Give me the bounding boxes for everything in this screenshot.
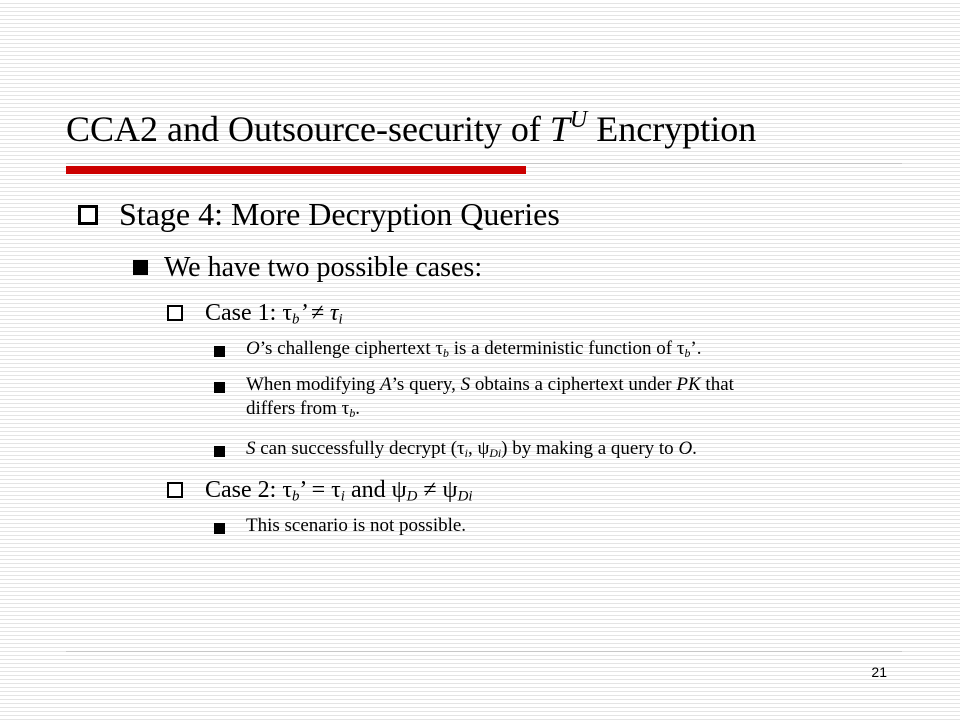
slide-title: CCA2 and Outsource-security of $T^U$ Encryption — [66, 107, 757, 149]
hollow-square-bullet-icon — [167, 482, 183, 498]
hollow-square-bullet-icon — [78, 205, 98, 225]
footer-divider — [66, 651, 902, 652]
filled-square-bullet-icon — [214, 382, 225, 393]
case1-item-3: S can successfully decrypt ($\tau_i$, $\psi_{Di}$) by making a query to O. — [246, 438, 697, 460]
title-accent-bar — [66, 166, 526, 174]
filled-square-bullet-icon — [214, 446, 225, 457]
bullet-case-1: Case 1: $\tau_b$’ ≠ $\tau_i$ — [205, 300, 343, 328]
bullet-stage-4: Stage 4: More Decryption Queries — [119, 196, 560, 232]
hollow-square-bullet-icon — [167, 305, 183, 321]
title-underline — [66, 163, 902, 164]
case2-item-1: This scenario is not possible. — [246, 515, 467, 536]
filled-square-bullet-icon — [214, 523, 225, 534]
page-number: 21 — [871, 664, 887, 680]
bullet-two-cases: We have two possible cases: — [164, 252, 483, 283]
case1-item-1: O’s challenge ciphertext $\tau_b$ is a deterministic function of $\tau_b$’. — [246, 338, 702, 360]
bullet-case-2: Case 2: $\tau_b$’ = $\tau_i$ and $\psi_D \ne \psi_{Di}$ — [205, 477, 473, 505]
case1-item-2: When modifying A’s query, S obtains a ciphertext under PK that differs from $\tau_b$. — [246, 374, 734, 420]
filled-square-bullet-icon — [133, 260, 148, 275]
filled-square-bullet-icon — [214, 346, 225, 357]
